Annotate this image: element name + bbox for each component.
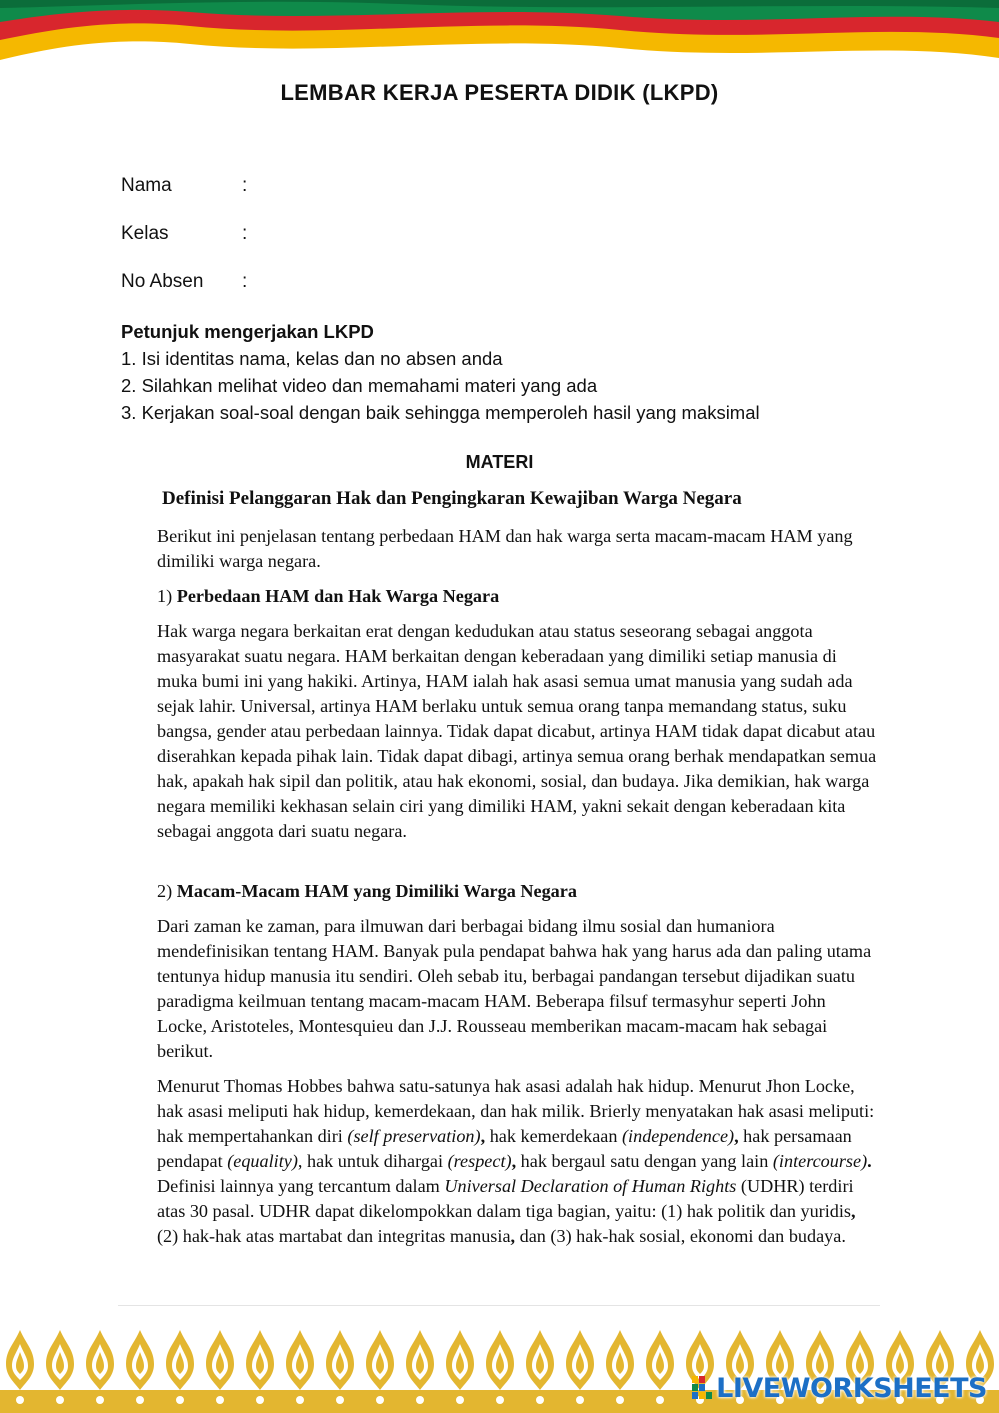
text-run: hak persamaan pendapat [157,1126,852,1171]
instructions-heading: Petunjuk mengerjakan LKPD [121,321,374,342]
instruction-item: 1. Isi identitas nama, kelas dan no absen anda [121,348,503,369]
punct: , [480,1126,486,1146]
italic-term: (independence) [621,1126,735,1146]
materi-heading: MATERI [465,452,534,472]
section-number: 1) [157,586,177,606]
text-run: (UDHR) terdiri atas 30 pasal. UDHR dapat dikelompokkan dalam tiga bagian, yaitu: (1) hak politik dan yuridis [157,1176,854,1221]
identity-colon: : [242,175,248,196]
liveworksheets-logo[interactable] [691,1372,987,1404]
section-title: Macam-Macam HAM yang Dimiliki Warga Negara [176,881,577,901]
punct: . [867,1151,872,1171]
instruction-item: 3. Kerjakan soal-soal dengan baik sehingga memperoleh hasil yang maksimal [121,402,760,423]
italic-term: (intercourse) [772,1151,868,1171]
text-run: Definisi lainnya yang tercantum dalam [157,1176,445,1196]
hobbes-text [157,1074,877,1249]
worksheet-title: LEMBAR KERJA PESERTA DIDIK (LKPD) [280,80,719,105]
footer-divider [118,1305,880,1306]
section-1-body [157,619,877,844]
section-body-text: Hak warga negara berkaitan erat dengan kedudukan atau status seseorang sebagai anggota masyarakat suatu negara. HAM berkaitan dengan keberadaan yang dimiliki setiap manusia di muka bumi ini yang hakiki. Artinya, HAM ialah hak asasi semua umat manusia yang sudah ada sejak lahir. Universal, artinya HAM berlaku untuk semua orang tanpa memandang status, suku bangsa, gender atau perbedaan lainnya. Tidak dapat dicabut, artinya HAM tidak dapat dicabut atau diserahkan kepada pihak lain. Tidak dapat dibagi, artinya semua orang berhak mendapatkan semua hak, apakah hak sipil dan politik, atau hak ekonomi, sosial, dan budaya. Jika demikian, hak warga negara memiliki kekhasan selain ciri yang dimiliki HAM, yakni sekait dengan keberadaan kita sebagai anggota dari suatu negara. [157,621,877,841]
hobbes-paragraph [157,1074,877,1249]
section-2-body [157,914,877,1064]
text-run: (2) hak-hak atas martabat dan integritas manusia [157,1226,511,1246]
identity-row-kelas [121,223,247,245]
liveworksheets-logo-icon [691,1374,713,1402]
intro-text: Berikut ini penjelasan tentang perbedaan HAM dan hak warga serta macam-macam HAM yang dimiliki warga negara. [157,526,853,571]
punct: , [851,1201,856,1221]
brand-name: LIVEWORKSHEETS [716,1372,987,1404]
italic-term: (equality) [227,1151,298,1171]
text-run: , hak untuk dihargai [297,1151,448,1171]
identity-row-no-absen [121,271,247,293]
identity-label: Nama [121,175,172,196]
punct: , [511,1151,517,1171]
section-number: 2) [157,881,177,901]
identity-row-nama [121,175,247,197]
text-run: hak bergaul satu dengan yang lain [516,1151,773,1171]
text-run: hak kemerdekaan [485,1126,622,1146]
identity-colon: : [242,271,248,292]
header-wave-decoration [0,0,999,80]
section-title: Perbedaan HAM dan Hak Warga Negara [176,586,500,606]
italic-term: (respect) [447,1151,512,1171]
instruction-item: 2. Silahkan melihat video dan memahami materi yang ada [121,375,598,396]
punct: , [734,1126,739,1146]
punct: , [510,1226,516,1246]
identity-colon: : [242,223,248,244]
identity-label: Kelas [121,223,169,244]
section-body-text: Dari zaman ke zaman, para ilmuwan dari berbagai bidang ilmu sosial dan humaniora mendefinisikan tentang HAM. Banyak pula pendapat bahwa hak yang harus ada dan paling utama tentunya hidup manusia itu sendiri. Oleh sebab itu, berbagai pandangan tersebut dijadikan suatu paradigma keilmuan tentang macam-macam HAM. Beberapa filsuf termasyhur seperti John Locke, Aristoteles, Montesquieu dan J.J. Rousseau memberikan macam-macam hak sebagai berikut. [157,916,872,1061]
instructions-block [121,318,760,426]
text-run: Menurut Thomas Hobbes bahwa satu-satunya hak asasi adalah hak hidup. Menurut Jhon Locke, hak asasi meliputi hak hidup, kemerdekaan, dan hak milik. Brierly menyatakan hak asasi meliputi: hak mempertahankan diri [157,1076,875,1146]
section-2-heading [157,879,877,904]
italic-term: (self preservation) [347,1126,481,1146]
definition-title: Definisi Pelanggaran Hak dan Pengingkaran Kewajiban Warga Negara [162,488,742,509]
intro-paragraph [157,524,877,574]
text-run: dan (3) hak-hak sosial, ekonomi dan budaya. [515,1226,846,1246]
identity-label: No Absen [121,271,204,292]
section-1-heading [157,584,877,609]
italic-term: Universal Declaration of Human Rights [444,1176,737,1196]
